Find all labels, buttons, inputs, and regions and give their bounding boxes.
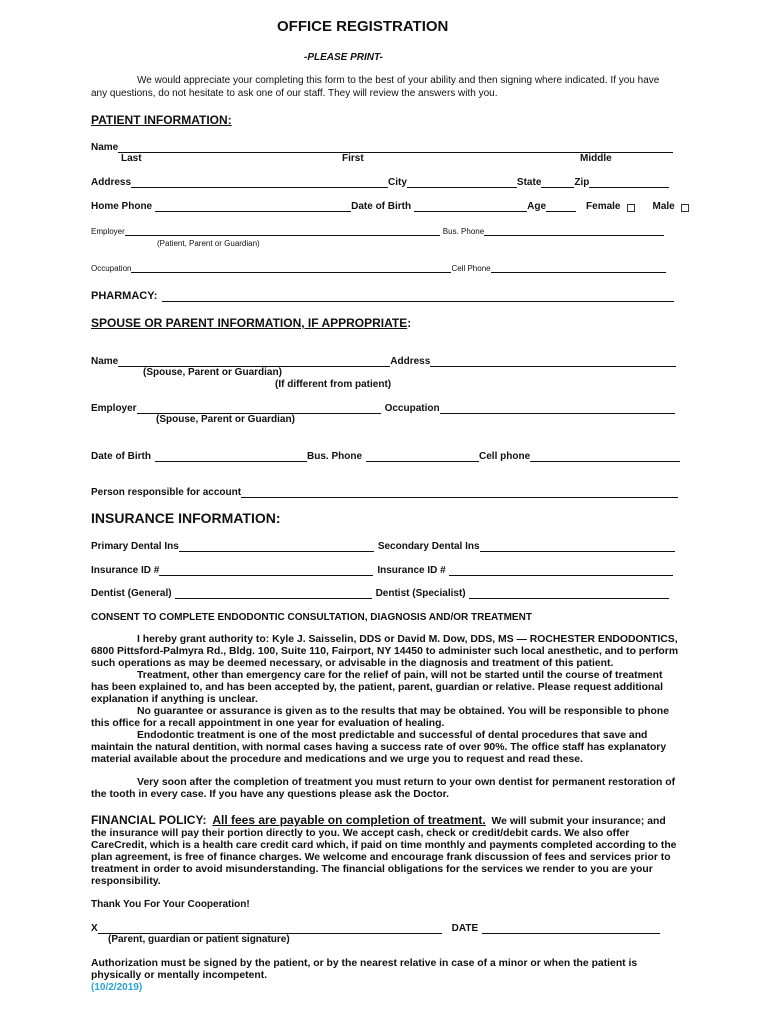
spouse-info-heading: SPOUSE OR PARENT INFORMATION, IF APPROPRIATE: [91, 316, 408, 330]
patient-zip-label: Zip: [574, 177, 590, 188]
consent-paragraph-2: [91, 670, 681, 706]
patient-city-field[interactable]: [407, 176, 517, 188]
patient-state-field[interactable]: [541, 176, 574, 188]
home-phone-field[interactable]: [155, 200, 351, 212]
spouse-heading-colon: :: [407, 316, 412, 330]
signature-field[interactable]: [98, 922, 442, 934]
consent-p3-text: No guarantee or assurance is given as to the results that may be obtained. You will be responsible to phone this office for a recall appointment in one year for evaluation of healing.: [91, 706, 669, 729]
pharmacy-row: [91, 290, 674, 302]
patient-last-sub: Last: [121, 153, 142, 164]
spouse-occupation-label: Occupation: [384, 403, 440, 414]
insurance-id-label: Insurance ID #: [91, 565, 160, 576]
responsible-row: [91, 486, 678, 498]
insurance-heading: INSURANCE INFORMATION:: [91, 510, 281, 526]
consent-paragraph-4: [91, 730, 681, 766]
patient-bus-phone-label: Bus. Phone: [442, 227, 485, 236]
responsible-label: Person responsible for account: [91, 487, 242, 498]
spouse-dob-field[interactable]: [155, 450, 307, 462]
consent-p2-text: Treatment, other than emergency care for the relief of pain, will not be started until the course of treatment has been explained to, and has been accepted by, the patient, parent, guardian or relative. Please request additional explanation if anything is unclear.: [91, 670, 664, 705]
insurance-id2-label: Insurance ID #: [377, 565, 446, 576]
insurance-id2-field[interactable]: [449, 564, 673, 576]
spouse-employer-field[interactable]: [137, 402, 381, 414]
spouse-cell-phone-label: Cell phone: [479, 451, 531, 462]
patient-first-sub: First: [342, 153, 364, 164]
patient-info-heading: PATIENT INFORMATION:: [91, 113, 232, 127]
age-field[interactable]: [546, 200, 576, 212]
consent-paragraph-1: [91, 634, 681, 670]
spouse-bus-phone-label: Bus. Phone: [307, 451, 363, 462]
signature-row: [91, 922, 660, 934]
financial-policy: [91, 814, 681, 888]
spouse-address-sub: (If different from patient): [275, 379, 392, 390]
patient-state-label: State: [516, 177, 542, 188]
dentist-general-field[interactable]: [175, 587, 372, 599]
patient-cell-phone-field[interactable]: [491, 265, 666, 273]
spouse-employer-label: Employer: [91, 403, 137, 414]
intro-line-1: We would appreciate your completing this form to the best of your ability and then signing where indicated. If you have: [137, 75, 660, 86]
patient-occupation-row: [91, 264, 666, 273]
dob-field[interactable]: [414, 200, 527, 212]
spouse-address-label: Address: [390, 356, 431, 367]
patient-address-label: Address: [91, 177, 132, 188]
spouse-address-field[interactable]: [430, 355, 676, 367]
home-phone-label: Home Phone: [91, 201, 153, 212]
please-print-note: -PLEASE PRINT-: [304, 52, 383, 63]
patient-zip-field[interactable]: [589, 176, 669, 188]
patient-address-row: [91, 176, 669, 188]
patient-employer-sub: (Patient, Parent or Guardian): [157, 239, 260, 248]
dob-label: Date of Birth: [351, 201, 412, 212]
pharmacy-field[interactable]: [162, 290, 674, 302]
insurance-id-row: [91, 564, 673, 576]
female-label: Female: [586, 201, 621, 212]
consent-p1-text: I hereby grant authority to: Kyle J. Saisselin, DDS or David M. Dow, DDS, MS — ROCHESTER ENDODONTICS, 6800 Pittsford-Palmyra Rd., Bldg. 100, Suite 110, Fairport, NY 14450 to administer such local anesthetic, and to perform such operations as may be deemed necessary, or advisable in the diagnosis and treatment of this patient.: [91, 634, 679, 669]
date-label: DATE: [451, 923, 479, 934]
spouse-name-sub: (Spouse, Parent or Guardian): [143, 367, 282, 378]
patient-employer-field[interactable]: [125, 228, 440, 236]
spouse-name-label: Name: [91, 356, 119, 367]
pharmacy-label: PHARMACY:: [91, 290, 158, 302]
patient-city-label: City: [388, 177, 407, 188]
dentist-specialist-field[interactable]: [469, 587, 669, 599]
signature-x: X: [91, 923, 98, 934]
age-label: Age: [527, 201, 547, 212]
insurance-id-field[interactable]: [159, 564, 373, 576]
dentist-general-label: Dentist (General): [91, 588, 172, 599]
page-title: OFFICE REGISTRATION: [277, 18, 449, 35]
signature-sub: (Parent, guardian or patient signature): [108, 934, 290, 945]
insurance-primary-row: [91, 540, 675, 552]
authorization-text: Authorization must be signed by the patient, or by the nearest relative in case of a minor or when the patient is physically or mentally incompetent.: [91, 958, 638, 981]
patient-address-field[interactable]: [131, 176, 388, 188]
secondary-ins-field[interactable]: [480, 540, 675, 552]
consent-p5-text: Very soon after the completion of treatment you must return to your own dentist for permanent restoration of the tooth in every case. If you have any questions please ask the Doctor.: [91, 777, 676, 800]
consent-heading: CONSENT TO COMPLETE ENDODONTIC CONSULTATION, DIAGNOSIS AND/OR TREATMENT: [91, 612, 532, 623]
spouse-employer-row: [91, 402, 675, 414]
male-checkbox[interactable]: [681, 204, 689, 212]
responsible-field[interactable]: [241, 486, 678, 498]
spouse-employer-sub: (Spouse, Parent or Guardian): [156, 414, 295, 425]
consent-paragraph-3: [91, 706, 681, 730]
female-checkbox[interactable]: [627, 204, 635, 212]
spouse-occupation-field[interactable]: [440, 402, 675, 414]
financial-body-first: We will submit your insurance; and the: [91, 816, 666, 839]
patient-employer-row: [91, 227, 664, 236]
primary-ins-field[interactable]: [179, 540, 374, 552]
primary-ins-label: Primary Dental Ins: [91, 541, 179, 552]
patient-name-row: [91, 141, 673, 153]
dentist-specialist-label: Dentist (Specialist): [375, 588, 466, 599]
consent-paragraph-5: [91, 777, 681, 801]
financial-body-rest: insurance will pay their portion directly to you. We accept cash, check or credit/debit cards. We also offer CareCredit, which is a health care credit card which, if paid on time monthly and payments completed according to the plan agreement, is free of finance charges. We welcome and encourage frank discussion of fees and services prior to treatment in order to avoid misunderstanding. The financial obligations for the services we render to you are your responsibility.: [91, 828, 677, 887]
spouse-heading-wrap: [91, 316, 411, 330]
spouse-dob-row: [91, 450, 680, 462]
spouse-bus-phone-field[interactable]: [366, 450, 479, 462]
patient-cell-phone-label: Cell Phone: [451, 264, 491, 273]
patient-occupation-label: Occupation: [91, 264, 132, 273]
spouse-name-row: [91, 355, 676, 367]
patient-middle-sub: Middle: [580, 153, 612, 164]
patient-name-field[interactable]: [118, 141, 673, 153]
dentist-row: [91, 587, 669, 599]
spouse-dob-label: Date of Birth: [91, 451, 151, 462]
patient-occupation-field[interactable]: [131, 265, 451, 273]
male-label: Male: [652, 201, 675, 212]
spouse-cell-phone-field[interactable]: [530, 450, 680, 462]
intro-line-2: any questions, do not hesitate to ask one of our staff. They will review the answers with you.: [91, 88, 498, 99]
patient-phone-row: [91, 200, 689, 212]
thanks-text: Thank You For Your Cooperation!: [91, 899, 250, 910]
spouse-name-field[interactable]: [118, 355, 390, 367]
financial-label: FINANCIAL POLICY:: [91, 813, 207, 827]
patient-bus-phone-field[interactable]: [484, 228, 664, 236]
patient-name-label: Name: [91, 142, 119, 153]
consent-p4-text: Endodontic treatment is one of the most predictable and successful of dental procedures that save and maintain the natural dentition, with normal cases having a success rate of over 90%. The office staff has explanatory material available about the procedure and medications and we urge you to request and read these.: [91, 730, 667, 765]
revision-date: (10/2/2019): [91, 982, 143, 993]
financial-emphasis: All fees are payable on completion of treatment.: [212, 813, 486, 827]
patient-employer-label: Employer: [91, 227, 125, 236]
secondary-ins-label: Secondary Dental Ins: [377, 541, 480, 552]
date-field[interactable]: [482, 922, 660, 934]
